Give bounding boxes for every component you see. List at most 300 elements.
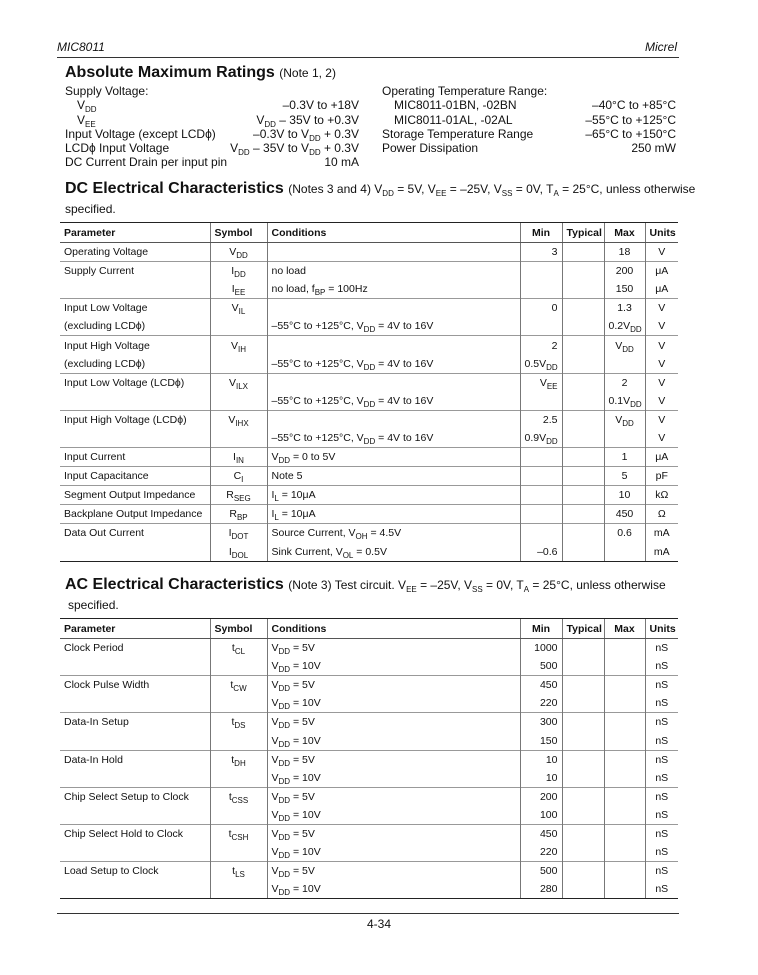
amr-right-row [382,127,676,141]
column-header-typical: Typical [562,619,604,639]
table-row [60,429,678,448]
amr-left-value: $V_{DD} - 35V$ to $V_{DD} + 0.3V$ [230,141,359,158]
column-header-parameter: Parameter [60,619,210,639]
cell-conditions: no load [267,262,520,281]
cell-symbol [210,880,267,899]
cell-max [604,355,645,374]
cell-min: 0 [520,299,562,318]
cell-symbol [210,731,267,750]
amr-note: (Note 1, 2) [279,66,336,80]
cell-conditions [267,336,520,355]
cell-conditions [267,243,520,262]
cell-units: V [645,373,678,392]
table-row [60,769,678,788]
cell-min: 500 [520,862,562,881]
table-row [60,262,678,281]
amr-right-row [382,113,676,127]
cell-conditions: $V_{DD} = 5V$ [267,750,520,769]
cell-typical [562,787,604,806]
cell-min [520,524,562,543]
amr-left-row [65,127,359,141]
cell-min: 1000 [520,639,562,658]
cell-min [520,467,562,486]
column-header-units: Units [645,619,678,639]
cell-min [520,280,562,299]
amr-left-row [65,155,359,169]
cell-symbol: $I_{DD}$ [210,262,267,281]
cell-min: 2.5 [520,410,562,429]
cell-max [604,806,645,825]
table-row [60,694,678,713]
cell-parameter: Segment Output Impedance [60,486,210,505]
cell-parameter: Load Setup to Clock [60,862,210,881]
dc-header-row [60,223,678,243]
cell-parameter: Backplane Output Impedance [60,505,210,524]
cell-typical [562,505,604,524]
cell-typical [562,486,604,505]
cell-conditions: $V_{DD} = 10V$ [267,769,520,788]
cell-typical [562,467,604,486]
table-row [60,639,678,658]
amr-left-label: LCDϕ Input Voltage [65,141,170,156]
table-row [60,843,678,862]
cell-units: V [645,392,678,411]
cell-symbol [210,843,267,862]
cell-symbol [210,429,267,448]
cell-parameter: Operating Voltage [64,246,149,259]
cell-parameter [60,392,210,411]
cell-symbol: $R_{SEG}$ [210,486,267,505]
table-row [60,862,678,881]
cell-symbol [210,657,267,676]
cell-parameter [60,880,210,899]
dc-characteristics-table [60,222,678,562]
cell-max [604,787,645,806]
cell-symbol [210,392,267,411]
column-header-conditions: Conditions [267,223,520,243]
amr-left-row [65,98,359,115]
table-row [60,824,678,843]
table-row [60,467,678,486]
cell-typical [562,750,604,769]
header-company: Micrel [645,40,677,54]
cell-units: nS [645,750,678,769]
cell-units: V [645,429,678,448]
cell-min: 3 [520,243,562,262]
table-row [60,713,678,732]
cell-typical [562,824,604,843]
cell-symbol: $t_{LS}$ [210,862,267,881]
column-header-symbol: Symbol [210,619,267,639]
cell-max: 0.6 [604,524,645,543]
cell-units: V [645,410,678,429]
cell-parameter [60,429,210,448]
cell-units: V [645,336,678,355]
cell-min: $V_{EE}$ [520,373,562,392]
table-row [60,355,678,374]
cell-typical [562,657,604,676]
header-part-number: MIC8011 [57,40,105,54]
cell-min [520,486,562,505]
cell-parameter: Input Current [60,448,210,467]
cell-conditions: $V_{DD} = 10V$ [267,880,520,899]
cell-symbol: $t_{CL}$ [210,639,267,658]
table-row [60,392,678,411]
cell-conditions: $I_L = 10\mu A$ [267,486,520,505]
cell-max [604,713,645,732]
cell-parameter [60,769,210,788]
cell-units: nS [645,843,678,862]
column-header-parameter: Parameter [60,223,210,243]
cell-conditions: Note 5 [267,467,520,486]
cell-symbol: $t_{DH}$ [210,750,267,769]
header-rule [57,57,679,58]
cell-units: μA [645,280,678,299]
dc-note-continued: specified. [65,202,116,216]
cell-symbol: $V_{IL}$ [210,299,267,318]
cell-conditions [267,299,520,318]
cell-symbol [210,694,267,713]
amr-right-value: –65°C to +150°C [585,126,676,141]
cell-units: mA [645,524,678,543]
table-row [60,280,678,299]
cell-parameter: (excluding LCDϕ) [64,320,146,333]
cell-typical [562,843,604,862]
ac-header-row [60,619,678,639]
cell-conditions: $V_{DD} = 10V$ [267,657,520,676]
cell-typical [562,524,604,543]
amr-right-label: Power Dissipation [382,141,479,156]
cell-symbol: $t_{CW}$ [210,676,267,695]
ac-title: AC Electrical Characteristics [65,576,284,593]
cell-conditions: –55°C to +125°C, $V_{DD} = 4V$ to 16V [267,429,520,448]
amr-right-list [382,84,676,155]
cell-units: nS [645,862,678,881]
amr-right-label: Operating Temperature Range: [382,84,548,98]
cell-conditions: Sink Current, $V_{OL} = 0.5V$ [267,543,520,562]
cell-min: 300 [520,713,562,732]
table-row [60,486,678,505]
cell-conditions: $I_L = 10\mu A$ [267,505,520,524]
amr-left-row [65,84,359,98]
column-header-symbol: Symbol [210,223,267,243]
amr-right-value: –55°C to +125°C [585,112,676,127]
dc-heading [65,180,695,198]
amr-left-label: Supply Voltage: [65,84,149,98]
cell-units: V [645,355,678,374]
cell-typical [562,429,604,448]
cell-conditions: $V_{DD} = 10V$ [267,694,520,713]
table-row [60,787,678,806]
cell-typical [562,731,604,750]
cell-parameter: Chip Select Hold to Clock [60,824,210,843]
cell-units: nS [645,769,678,788]
cell-min: 2 [520,336,562,355]
amr-right-row [382,84,676,98]
cell-min: 200 [520,787,562,806]
cell-symbol: $V_{DD}$ [210,243,267,262]
cell-min [520,392,562,411]
cell-min: 10 [520,769,562,788]
cell-parameter [60,731,210,750]
cell-parameter: Input High Voltage [60,336,210,355]
cell-conditions: $V_{DD} = 5V$ [267,639,520,658]
cell-units: V [645,317,678,336]
cell-max: 1 [604,448,645,467]
cell-typical [562,694,604,713]
cell-typical [562,639,604,658]
cell-units: nS [645,676,678,695]
amr-left-row [65,113,359,127]
cell-units: V [645,299,678,318]
cell-symbol: $I_{DOT}$ [210,524,267,543]
table-row [60,505,678,524]
amr-left-label: Input Voltage (except LCDϕ) [65,126,216,141]
cell-typical [562,713,604,732]
cell-min: 220 [520,694,562,713]
cell-typical [562,806,604,825]
column-header-min: Min [520,223,562,243]
cell-symbol: $R_{BP}$ [210,505,267,524]
cell-max [604,880,645,899]
cell-units: V [645,243,678,262]
table-row [60,243,678,262]
cell-units: nS [645,731,678,750]
page-number: 4-34 [366,917,392,931]
cell-typical [562,543,604,562]
cell-symbol: $C_I$ [210,467,267,486]
cell-symbol: $V_{ILX}$ [210,373,267,392]
cell-units: nS [645,824,678,843]
cell-symbol [210,317,267,336]
cell-max: 5 [604,467,645,486]
cell-max: 150 [604,280,645,299]
cell-conditions: Source Current, $V_{OH} = 4.5V$ [267,524,520,543]
cell-max: 18 [604,243,645,262]
amr-right-label: MIC8011-01AL, -02AL [394,112,513,127]
cell-parameter: Clock Period [64,642,124,655]
cell-units: nS [645,806,678,825]
cell-typical [562,317,604,336]
ac-note: (Note 3) Test circuit. $V_{EE} = -25V$, $V_{SS} = 0V$, $T_A = 25^\circ C$, unless otherwise [288,578,666,594]
ac-characteristics-table [60,618,678,899]
column-header-max: Max [604,223,645,243]
cell-typical [562,336,604,355]
cell-conditions: $V_{DD} = 10V$ [267,806,520,825]
cell-min: 280 [520,880,562,899]
cell-symbol: $t_{CSH}$ [210,824,267,843]
cell-conditions: –55°C to +125°C, $V_{DD} = 4V$ to 16V [267,317,520,336]
cell-parameter [60,657,210,676]
table-row [60,750,678,769]
ac-heading [65,576,666,594]
cell-conditions: $V_{DD} = 5V$ [267,676,520,695]
cell-symbol [210,355,267,374]
cell-units: μA [645,448,678,467]
cell-parameter: Input Low Voltage (LCDϕ) [60,373,210,392]
cell-units: Ω [645,505,678,524]
amr-left-value: $V_{DD} - 35V$ to +0.3V [256,112,359,129]
cell-symbol: $I_{DOL}$ [210,543,267,562]
cell-max [604,731,645,750]
amr-left-list [65,84,359,170]
table-row [60,373,678,392]
cell-min: 450 [520,676,562,695]
cell-conditions [267,373,520,392]
cell-max: $V_{DD}$ [604,336,645,355]
footer-rule [57,913,679,914]
amr-right-label: Storage Temperature Range [382,126,534,141]
cell-units: nS [645,657,678,676]
cell-max [604,676,645,695]
table-row [60,448,678,467]
cell-parameter: Input Capacitance [60,467,210,486]
cell-typical [562,280,604,299]
cell-max [604,862,645,881]
cell-typical [562,880,604,899]
cell-conditions: $V_{DD} = 5V$ [267,824,520,843]
cell-units: nS [645,639,678,658]
column-header-conditions: Conditions [267,619,520,639]
cell-max [604,750,645,769]
cell-symbol: $t_{CSS}$ [210,787,267,806]
cell-max: 450 [604,505,645,524]
table-row [60,524,678,543]
cell-units: μA [645,262,678,281]
cell-symbol [210,769,267,788]
table-row [60,336,678,355]
amr-right-value: 250 mW [631,141,676,156]
table-row [60,880,678,899]
cell-max: 200 [604,262,645,281]
cell-conditions: $V_{DD} = 10V$ [267,731,520,750]
cell-typical [562,243,604,262]
cell-max: $0.1V_{DD}$ [604,392,645,411]
table-row [60,317,678,336]
cell-max [604,769,645,788]
cell-typical [562,769,604,788]
table-row [60,731,678,750]
column-header-max: Max [604,619,645,639]
dc-title: DC Electrical Characteristics [65,180,284,197]
cell-conditions: $V_{DD} = 5V$ [267,713,520,732]
amr-right-value: –40°C to +85°C [592,98,676,113]
cell-max [604,843,645,862]
cell-units: kΩ [645,486,678,505]
cell-max: $0.2V_{DD}$ [604,317,645,336]
column-header-units: Units [645,223,678,243]
cell-parameter [60,806,210,825]
cell-max [604,639,645,658]
cell-parameter [60,843,210,862]
amr-left-row [65,141,359,158]
cell-parameter: Data Out Current [60,524,210,543]
cell-typical [562,392,604,411]
cell-min [520,317,562,336]
cell-max: 10 [604,486,645,505]
cell-conditions: $V_{DD} = 10V$ [267,843,520,862]
cell-min: 100 [520,806,562,825]
cell-typical [562,262,604,281]
cell-symbol: $V_{IH}$ [210,336,267,355]
column-header-min: Min [520,619,562,639]
cell-units: nS [645,787,678,806]
amr-right-row [382,98,676,112]
cell-typical [562,373,604,392]
cell-symbol [210,806,267,825]
cell-typical [562,862,604,881]
cell-conditions: $V_{DD} = 5V$ [267,787,520,806]
amr-left-label: DC Current Drain per input pin [65,155,228,170]
cell-parameter: (excluding LCDϕ) [64,357,146,370]
cell-min [520,262,562,281]
cell-typical [562,410,604,429]
cell-max: 2 [604,373,645,392]
cell-max [604,429,645,448]
cell-parameter: Input High Voltage (LCDϕ) [60,410,210,429]
cell-units: nS [645,694,678,713]
table-row [60,806,678,825]
amr-left-value: –0.3V to $V_{DD} + 0.3V$ [253,126,359,143]
amr-title: Absolute Maximum Ratings [65,64,275,81]
cell-parameter: Chip Select Setup to Clock [60,787,210,806]
cell-conditions: –55°C to +125°C, $V_{DD} = 4V$ to 16V [267,392,520,411]
table-row [60,676,678,695]
cell-min: 10 [520,750,562,769]
cell-min: $0.9V_{DD}$ [520,429,562,448]
cell-conditions: $V_{DD} = 0$ to 5V [267,448,520,467]
cell-parameter: Data-In Hold [60,750,210,769]
cell-typical [562,299,604,318]
table-row [60,410,678,429]
amr-heading [65,64,336,82]
cell-conditions [267,410,520,429]
cell-conditions: no load, $f_{BP} = 100Hz$ [267,280,520,299]
cell-symbol: $I_{EE}$ [210,280,267,299]
table-row [60,299,678,318]
cell-conditions: $V_{DD} = 5V$ [267,862,520,881]
cell-symbol: $I_{IN}$ [210,448,267,467]
cell-units: nS [645,880,678,899]
cell-units: mA [645,543,678,562]
cell-max: 1.3 [604,299,645,318]
cell-max [604,543,645,562]
cell-min: $0.5V_{DD}$ [520,355,562,374]
amr-left-value: 10 mA [324,155,359,170]
cell-parameter: Data-In Setup [60,713,210,732]
cell-parameter [60,280,210,299]
amr-right-row [382,141,676,155]
cell-parameter: Clock Pulse Width [60,676,210,695]
cell-max [604,657,645,676]
cell-min: 220 [520,843,562,862]
cell-min: 450 [520,824,562,843]
amr-left-value: –0.3V to +18V [282,98,359,113]
cell-typical [562,448,604,467]
cell-symbol: $t_{DS}$ [210,713,267,732]
cell-parameter: Input Low Voltage [60,299,210,318]
cell-symbol: $V_{IHX}$ [210,410,267,429]
cell-conditions: –55°C to +125°C, $V_{DD} = 4V$ to 16V [267,355,520,374]
cell-max [604,694,645,713]
table-row [60,657,678,676]
dc-note: (Notes 3 and 4) $V_{DD} = 5V$, $V_{EE} = -25V$, $V_{SS} = 0V$, $T_A = 25^\circ C$, unless otherwise [288,182,696,198]
amr-right-label: MIC8011-01BN, -02BN [394,98,517,113]
cell-max: $V_{DD}$ [604,410,645,429]
cell-min [520,505,562,524]
cell-parameter [60,694,210,713]
cell-max [604,824,645,843]
